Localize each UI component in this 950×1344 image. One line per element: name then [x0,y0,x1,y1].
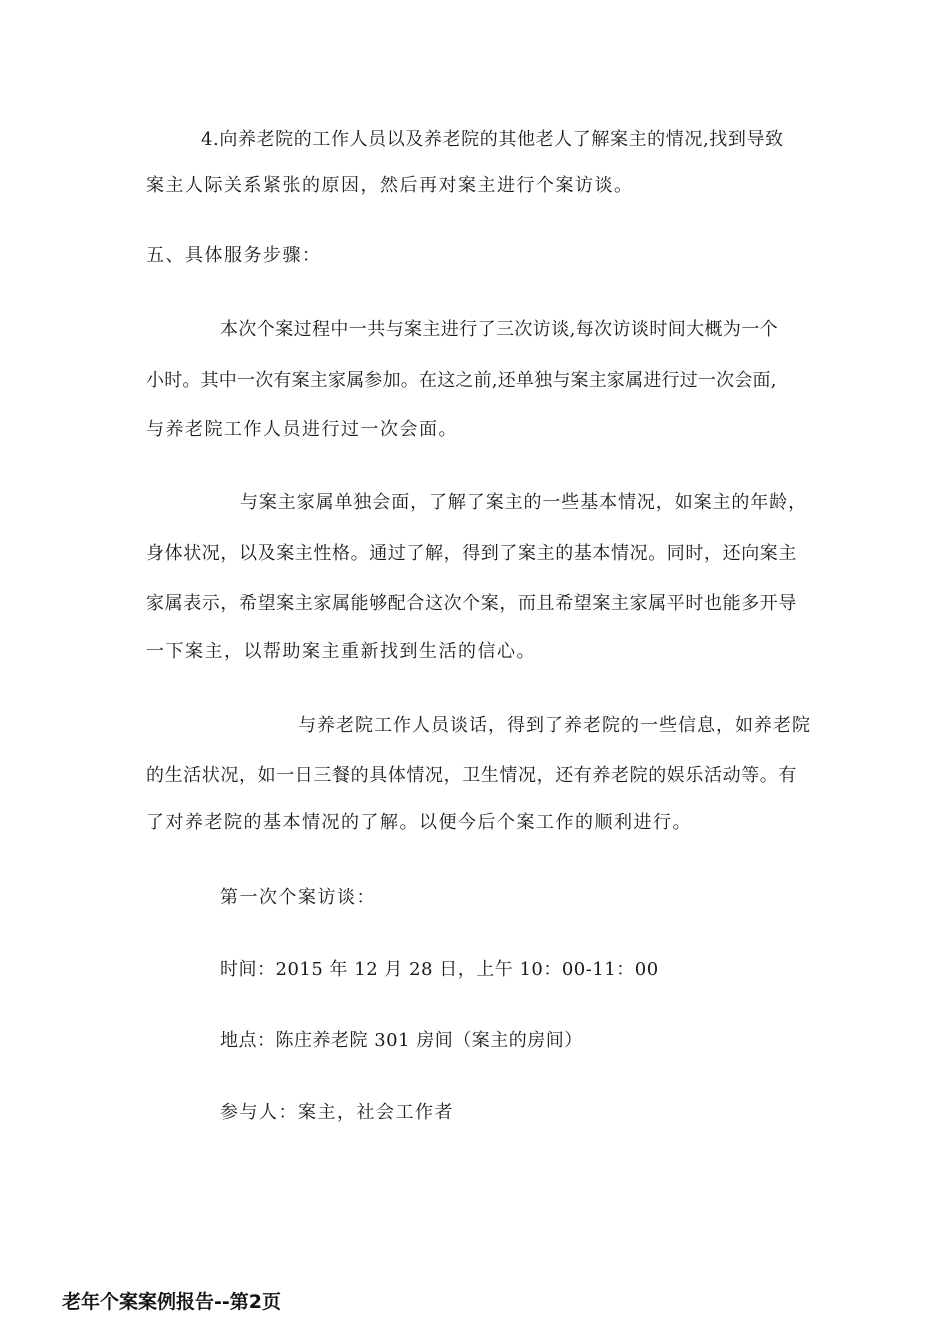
first-interview-place: 地点：陈庄养老院 301 房间（案主的房间） [220,1030,583,1051]
staff-conversation-line-2: 的生活状况，如一日三餐的具体情况，卫生情况，还有养老院的娱乐活动等。有 [146,765,797,786]
family-meeting-line-3: 家属表示，希望案主家属能够配合这次个案，而且希望案主家属平时也能多开导 [146,593,797,614]
staff-conversation-line-3: 了对养老院的基本情况的了解。以便今后个案工作的顺利进行。 [146,812,692,833]
family-meeting-line-1: 与案主家属单独会面，了解了案主的一些基本情况，如案主的年龄， [240,492,807,513]
section-heading-5: 五、具体服务步骤： [146,245,322,266]
overview-line-2: 小时。其中一次有案主家属参加。在这之前,还单独与案主家属进行过一次会面, [146,370,777,391]
page-footer-label: 老年个案案例报告--第2页 [62,1291,281,1313]
family-meeting-line-4: 一下案主，以帮助案主重新找到生活的信心。 [146,641,536,662]
first-interview-title: 第一次个案访谈： [220,887,376,908]
first-interview-participants: 参与人：案主，社会工作者 [220,1102,454,1123]
staff-conversation-line-1: 与养老院工作人员谈话，得到了养老院的一些信息，如养老院 [298,715,811,736]
overview-line-1: 本次个案过程中一共与案主进行了三次访谈,每次访谈时间大概为一个 [220,319,779,340]
first-interview-time: 时间：2015 年 12 月 28 日，上午 10：00-11：00 [220,959,659,980]
overview-line-3: 与养老院工作人员进行过一次会面。 [146,419,458,440]
paragraph-4-line-1: 4.向养老院的工作人员以及养老院的其他老人了解案主的情况,找到导致 [201,129,784,150]
family-meeting-line-2: 身体状况，以及案主性格。通过了解，得到了案主的基本情况。同时，还向案主 [146,543,797,564]
paragraph-4-line-2: 案主人际关系紧张的原因，然后再对案主进行个案访谈。 [146,175,634,196]
